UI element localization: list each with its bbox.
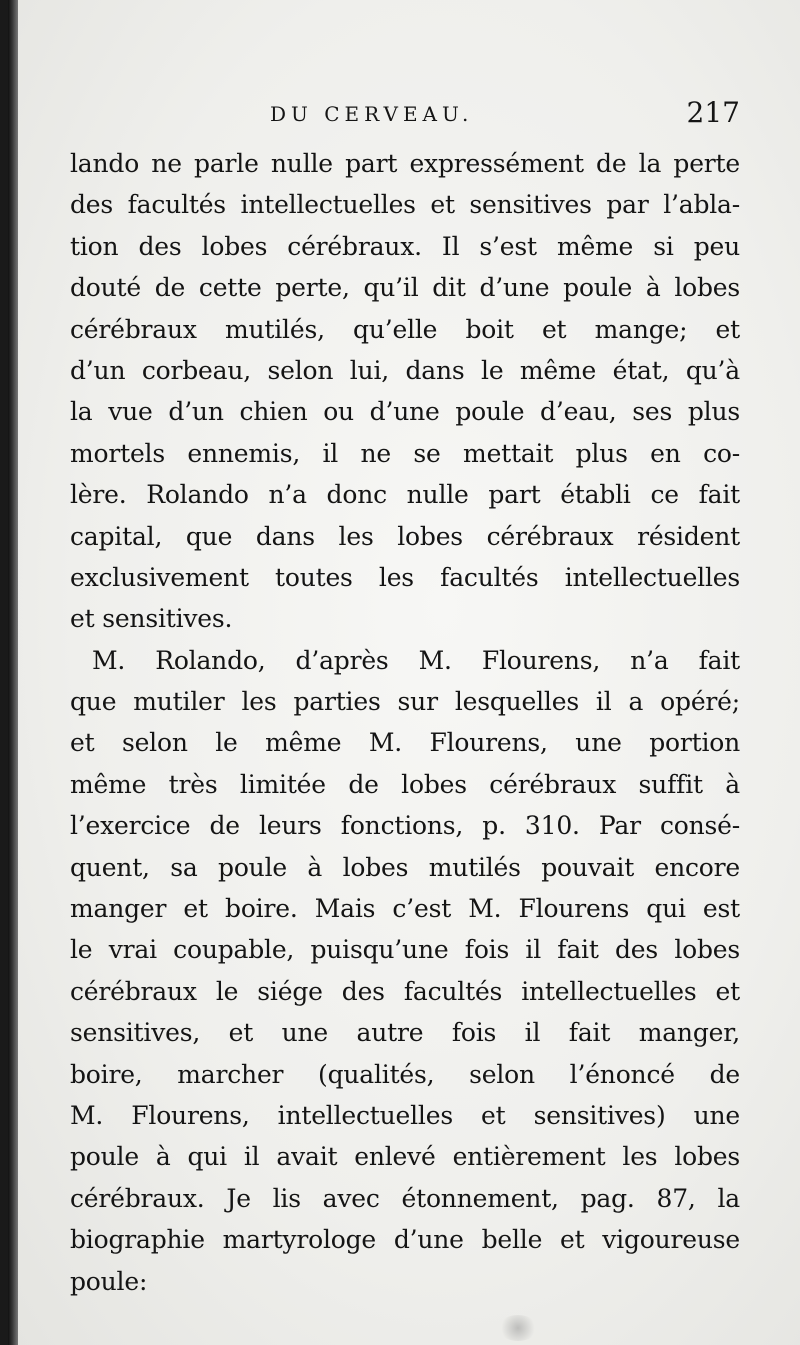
text-line: M. Flourens, intellectuelles et sensitives) une (70, 1100, 740, 1130)
text-line: lère. Rolando n’a donc nulle part établi ce fait (70, 480, 740, 510)
text-line: même très limitée de lobes cérébraux suffit à (70, 769, 740, 799)
text-line: et selon le même M. Flourens, une portion (70, 728, 740, 758)
page-header (270, 96, 740, 136)
text-line: d’un corbeau, selon lui, dans le même état, qu’à (70, 355, 740, 385)
text-line: M. Rolando, d’après M. Flourens, n’a fait (92, 645, 740, 675)
text-line: douté de cette perte, qu’il dit d’une poule à lobes (70, 273, 740, 303)
text-line: poule à qui il avait enlevé entièrement les lobes (70, 1142, 740, 1172)
text-line: poule: (70, 1266, 148, 1296)
text-line: la vue d’un chien ou d’une poule d’eau, ses plus (70, 397, 740, 427)
text-line: que mutiler les parties sur lesquelles il a opéré; (70, 687, 740, 717)
page-number: 217 (686, 96, 740, 129)
body-text (70, 143, 740, 1302)
running-title: DU CERVEAU. (270, 102, 474, 126)
text-line: des facultés intellectuelles et sensitives par l’abla- (70, 190, 740, 220)
text-line: cérébraux le siége des facultés intellectuelles et (70, 976, 740, 1006)
text-line: tion des lobes cérébraux. Il s’est même si peu (70, 231, 740, 261)
text-line: cérébraux. Je lis avec étonnement, pag. 87, la (70, 1183, 740, 1213)
text-line: sensitives, et une autre fois il fait manger, (70, 1018, 740, 1048)
text-line: lando ne parle nulle part expressément de la perte (70, 149, 740, 178)
ink-smudge (498, 1315, 538, 1341)
book-page (8, 0, 800, 1345)
text-line: cérébraux mutilés, qu’elle boit et mange; et (70, 314, 740, 344)
text-line: l’exercice de leurs fonctions, p. 310. Par consé- (70, 811, 740, 841)
text-line: mortels ennemis, il ne se mettait plus en co- (70, 438, 740, 468)
text-line: biographie martyrologe d’une belle et vigoureuse (70, 1225, 740, 1255)
text-line: manger et boire. Mais c’est M. Flourens qui est (70, 894, 740, 924)
text-line: boire, marcher (qualités, selon l’énoncé de (70, 1059, 740, 1089)
text-line: quent, sa poule à lobes mutilés pouvait encore (70, 852, 740, 882)
page-binding-edge (8, 0, 18, 1345)
text-line: et sensitives. (70, 604, 233, 634)
text-line: exclusivement toutes les facultés intellectuelles (70, 562, 740, 592)
text-line: capital, que dans les lobes cérébraux résident (70, 521, 740, 551)
text-line: le vrai coupable, puisqu’une fois il fait des lobes (70, 935, 740, 965)
